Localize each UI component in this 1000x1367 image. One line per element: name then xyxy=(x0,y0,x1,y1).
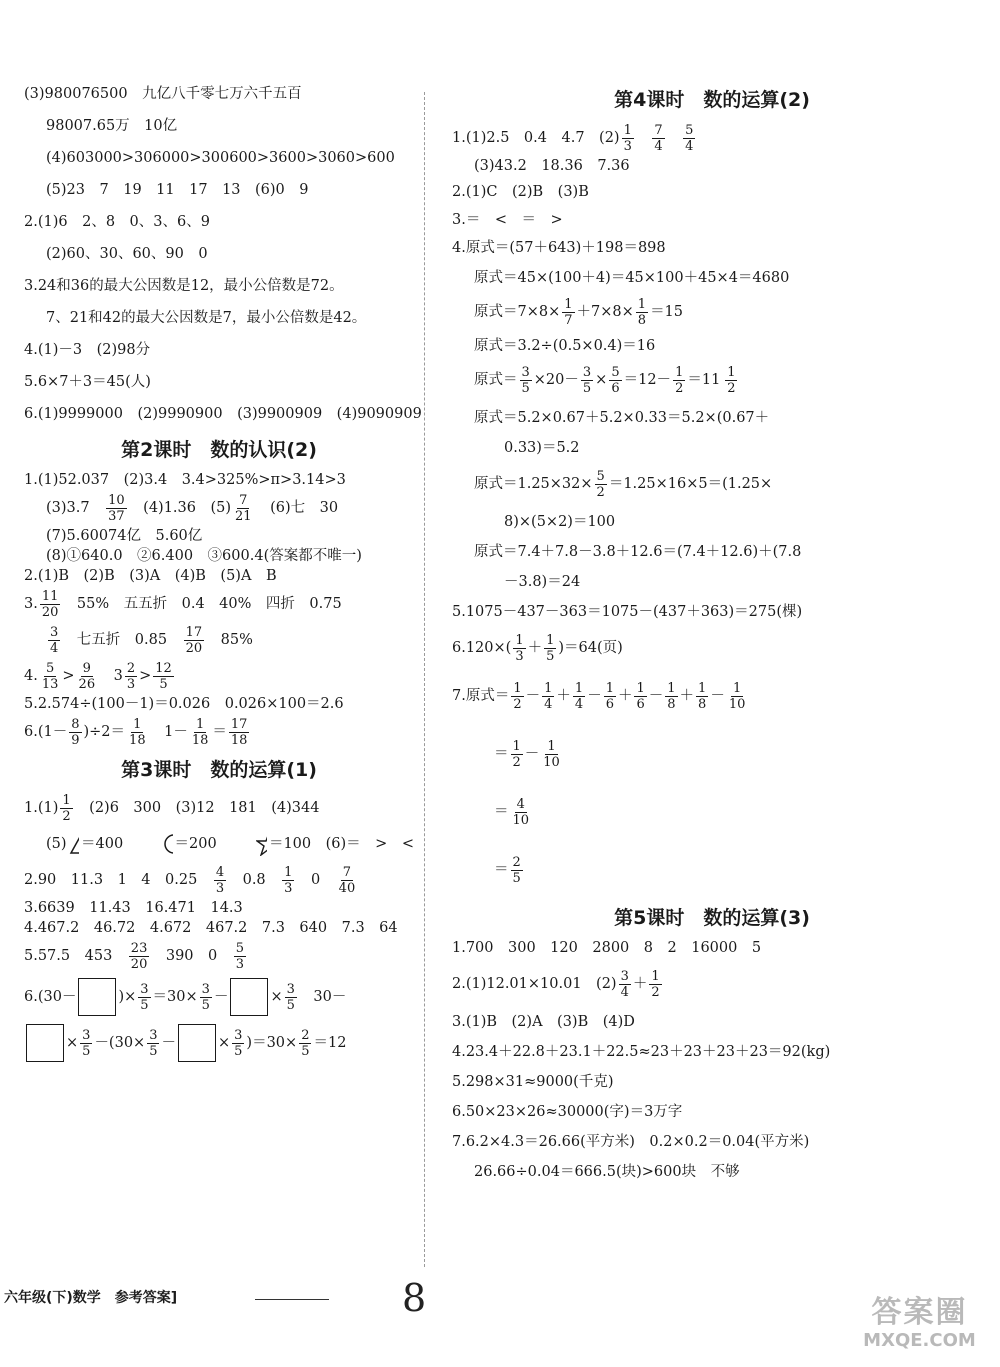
answer-line: 原式＝7×8× $\frac{1}{7}$ ＋7×8× $\frac{1}{8}$ ＝15 xyxy=(474,296,684,328)
fraction: $\frac{1}{8}$ xyxy=(667,680,676,712)
fraction: $\frac{1}{8}$ xyxy=(698,680,707,712)
answer-line: 2.(1)B (2)B (3)A (4)B (5)A B xyxy=(24,568,277,584)
fraction: $\frac{2}{3}$ xyxy=(126,660,136,692)
left-column xyxy=(24,78,422,1066)
answer-line: 5.1075－437－363＝1075－(437＋363)＝275(棵) xyxy=(452,604,803,620)
fraction: $\frac{5}{13}$ xyxy=(41,660,59,692)
blank-box xyxy=(78,978,116,1016)
fraction: $\frac{1}{18}$ xyxy=(129,716,146,748)
answer-line: 原式＝1.25×32× $\frac{5}{2}$ ＝1.25×16×5＝(1.25× xyxy=(474,468,773,500)
answer-line: 3.6639 11.43 16.471 14.3 xyxy=(24,900,243,916)
section-4-answers xyxy=(452,120,972,888)
page-footer: 六年级(下)数学 参考答案] xyxy=(4,1290,178,1306)
answer-line: 6.(1)9999000 (2)9990900 (3)9900909 (4)9090909 xyxy=(24,406,422,422)
fraction: $\frac{1}{6}$ xyxy=(636,680,645,712)
answer-line: 3. $\frac{11}{20}$ 55% 五五折 0.4 40% 四折 0.75 xyxy=(24,588,342,620)
answer-line: 6.(30－ )× $\frac{3}{5}$ ＝30× $\frac{3}{5}$ － × $\frac{3}{5}$ 30－ xyxy=(24,974,414,1020)
fraction: $\frac{1}{2}$ xyxy=(675,364,684,396)
fraction: $\frac{1}{8}$ xyxy=(637,296,647,328)
answer-line: (7)5.60074亿 5.60亿 xyxy=(46,528,203,544)
fraction: $\frac{1}{3}$ xyxy=(515,632,524,664)
answer-line: ＝ $\frac{4}{10}$ xyxy=(494,796,530,828)
answer-line: 26.66÷0.04＝666.5(块)>600块 不够 xyxy=(474,1164,740,1180)
right-column xyxy=(452,80,972,1182)
fraction: $\frac{3}{5}$ xyxy=(234,1027,243,1059)
footer-rule xyxy=(255,1299,329,1300)
watermark-logo xyxy=(852,1296,987,1361)
blank-box xyxy=(230,978,268,1016)
fraction: $\frac{4}{10}$ xyxy=(512,796,530,828)
heading-lesson-2: 第2课时 数的认识(2) xyxy=(121,439,317,461)
answer-line: 2.(1)C (2)B (3)B xyxy=(452,184,589,200)
answer-line: 4.(1)－3 (2)98分 xyxy=(24,342,151,358)
fraction: $\frac{3}{5}$ xyxy=(286,981,295,1013)
answer-line: 1.(1)52.037 (2)3.4 3.4>325%>π>3.14>3 xyxy=(24,472,346,488)
blank-box xyxy=(26,1024,64,1062)
watermark-top: 答案圈 xyxy=(871,1295,968,1330)
answer-line: 3.24和36的最大公因数是12，最小公倍数是72。 xyxy=(24,278,344,294)
answer-line: (3)3.7 $\frac{10}{37}$ (4)1.36 (5) $\frac{7}{21}$ (6)七 30 xyxy=(46,492,339,524)
fraction: $\frac{3}{5}$ xyxy=(149,1027,158,1059)
answer-line: 5.2.574÷(100－1)＝0.026 0.026×100＝2.6 xyxy=(24,696,344,712)
answer-line: 5.57.5 453 $\frac{23}{20}$ 390 0 $\frac{5}{3}$ xyxy=(24,940,245,972)
answer-line: 0.33)＝5.2 xyxy=(504,440,580,456)
answer-line: 4.原式＝(57＋643)＋198＝898 xyxy=(452,240,666,256)
answer-line: (3)43.2 18.36 7.36 xyxy=(474,158,630,174)
heading-lesson-3: 第3课时 数的运算(1) xyxy=(121,759,317,781)
answer-line: 4.23.4＋22.8＋23.1＋22.5≈23＋23＋23＋23＝92(kg) xyxy=(452,1044,831,1060)
fraction: $\frac{8}{9}$ xyxy=(71,716,80,748)
fraction: $\frac{9}{26}$ xyxy=(78,660,96,692)
answer-line: 3.＝ < ＝ > xyxy=(452,212,563,228)
fraction: $\frac{1}{2}$ xyxy=(651,968,660,1000)
answer-line: (4)603000>306000>300600>3600>3060>600 xyxy=(46,150,395,166)
fraction: $\frac{7}{21}$ xyxy=(235,492,252,524)
answer-line: 1.(1) $\frac{1}{2}$ (2)6 300 (3)12 181 (4)344 xyxy=(24,792,320,824)
fraction: $\frac{1}{2}$ xyxy=(513,680,522,712)
answer-line: 1.(1)2.5 0.4 4.7 (2) $\frac{1}{3}$ $\frac{7}{4}$ $\frac{5}{4}$ xyxy=(452,122,694,154)
circle-icon xyxy=(162,833,172,855)
fraction: $\frac{23}{20}$ xyxy=(130,940,148,972)
fraction: $\frac{1}{6}$ xyxy=(605,680,614,712)
fraction: $\frac{4}{3}$ xyxy=(215,864,225,896)
heading-lesson-5: 第5课时 数的运算(3) xyxy=(614,907,810,929)
answer-line: －3.8)＝24 xyxy=(504,574,581,590)
answer-line: 7、21和42的最大公因数是7，最小公倍数是42。 xyxy=(46,310,367,326)
answer-line: 5.298×31≈9000(千克) xyxy=(452,1074,614,1090)
fraction: $\frac{3}{5}$ xyxy=(82,1027,91,1059)
answer-line: 2.(1)12.01×10.01 (2) $\frac{3}{4}$ ＋ $\frac{1}{2}$ xyxy=(452,968,660,1000)
fraction: $\frac{2}{5}$ xyxy=(512,854,521,886)
fraction: $\frac{1}{2}$ xyxy=(512,738,521,770)
fraction: $\frac{1}{7}$ xyxy=(564,296,573,328)
answer-line: (5) ＝400 ＝200 ＝100 (6)＝ > < xyxy=(24,826,414,862)
fraction: $\frac{1}{2}$ xyxy=(62,792,71,824)
fraction: $\frac{1}{18}$ xyxy=(191,716,209,748)
fraction: $\frac{1}{4}$ xyxy=(544,680,553,712)
answer-line: (2)60、30、60、90 0 xyxy=(46,246,208,262)
heading-lesson-4: 第4课时 数的运算(2) xyxy=(614,89,810,111)
fraction: $\frac{7}{4}$ xyxy=(654,122,663,154)
fraction: $\frac{3}{4}$ xyxy=(620,968,629,1000)
section-2-answers xyxy=(24,470,414,750)
answer-line: 2.(1)6 2、8 0、3、6、9 xyxy=(24,214,210,230)
section-3-answers xyxy=(24,790,414,1066)
fraction: $\frac{3}{4}$ xyxy=(50,624,59,656)
watermark-bottom: MXQE.COM xyxy=(863,1330,976,1351)
fraction: $\frac{1}{10}$ xyxy=(728,680,746,712)
fraction: $\frac{3}{5}$ xyxy=(140,981,149,1013)
column-divider xyxy=(424,92,425,1267)
answer-line: (8)①640.0 ②6.400 ③600.4(答案都不唯一) xyxy=(46,548,362,564)
answer-line: 6.120×( $\frac{1}{3}$ ＋ $\frac{1}{5}$ )＝64(页) xyxy=(452,632,623,664)
blank-box xyxy=(178,1024,216,1062)
answer-line: 2.90 11.3 1 4 0.25 $\frac{4}{3}$ 0.8 $\frac{1}{3}$ 0 $\frac{7}{40}$ xyxy=(24,864,356,896)
answer-line: 原式＝7.4＋7.8－3.8＋12.6＝(7.4＋12.6)＋(7.8 xyxy=(474,544,802,560)
answer-line: 5.6×7＋3＝45(人) xyxy=(24,374,151,390)
answer-line: 1.700 300 120 2800 8 2 16000 5 xyxy=(452,940,762,956)
fraction: $\frac{2}{5}$ xyxy=(301,1027,310,1059)
answer-line: $\frac{3}{4}$ 七五折 0.85 $\frac{17}{20}$ 85% xyxy=(50,624,253,656)
triangle-icon xyxy=(69,833,79,855)
answer-line: 98007.65万 10亿 xyxy=(46,118,178,134)
fraction: $\frac{5}{2}$ xyxy=(596,468,605,500)
answer-line: 原式＝ $\frac{3}{5}$ ×20－ $\frac{3}{5}$ × $\frac{5}{6}$ ＝12－ $\frac{1}{2}$ ＝11 $\frac{1}{2}$ xyxy=(474,364,736,396)
answer-line: × $\frac{3}{5}$ －(30× $\frac{3}{5}$ － × $\frac{3}{5}$ )＝30× $\frac{2}{5}$ ＝12 xyxy=(24,1020,414,1066)
fraction: $\frac{1}{2}$ xyxy=(727,364,736,396)
fraction: $\frac{1}{10}$ xyxy=(543,738,560,770)
fraction: $\frac{7}{40}$ xyxy=(338,864,356,896)
fraction: $\frac{1}{3}$ xyxy=(284,864,293,896)
fraction: $\frac{5}{3}$ xyxy=(235,940,245,972)
section-5-answers xyxy=(452,938,972,1182)
fraction: $\frac{11}{20}$ xyxy=(41,588,59,620)
fraction: $\frac{5}{4}$ xyxy=(685,122,694,154)
fraction: $\frac{1}{5}$ xyxy=(546,632,555,664)
answer-line: (5)23 7 19 11 17 13 (6)0 9 xyxy=(46,182,309,198)
fraction: $\frac{17}{18}$ xyxy=(230,716,248,748)
answer-line: 原式＝5.2×0.67＋5.2×0.33＝5.2×(0.67＋ xyxy=(474,410,770,426)
answer-line: 7.6.2×4.3＝26.66(平方米) 0.2×0.2＝0.04(平方米) xyxy=(452,1134,810,1150)
answer-line: (3)980076500 九亿八千零七万六千五百 xyxy=(24,86,302,102)
answer-line: 原式＝45×(100＋4)＝45×100＋45×4＝4680 xyxy=(474,270,790,286)
answer-line: 7.原式＝ $\frac{1}{2}$ － $\frac{1}{4}$ ＋ $\frac{1}{4}$ － $\frac{1}{6}$ ＋ $\frac{1}{6}$ － $\frac{1}{8}$ ＋ $\frac{1}{8}$ － $\frac{1}{10}$ xyxy=(452,680,746,712)
fraction: $\frac{10}{37}$ xyxy=(108,492,125,524)
answer-line: 4. $\frac{5}{13}$ > $\frac{9}{26}$ 3 $\frac{2}{3}$ > $\frac{12}{5}$ xyxy=(24,660,172,692)
fraction: $\frac{3}{5}$ xyxy=(582,364,592,396)
fraction: $\frac{1}{3}$ xyxy=(623,122,632,154)
section-1-answers xyxy=(24,78,422,430)
answer-line: 6.(1－ $\frac{8}{9}$ )÷2＝ $\frac{1}{18}$ 1－ $\frac{1}{18}$ ＝ $\frac{17}{18}$ xyxy=(24,716,248,748)
answer-line: 6.50×23×26≈30000(字)＝3万字 xyxy=(452,1104,683,1120)
answer-line: ＝ $\frac{2}{5}$ xyxy=(494,854,521,886)
fraction: $\frac{3}{5}$ xyxy=(201,981,210,1013)
fraction: $\frac{12}{5}$ xyxy=(155,660,172,692)
answer-line: ＝ $\frac{1}{2}$ － $\frac{1}{10}$ xyxy=(494,738,560,770)
fraction: $\frac{5}{6}$ xyxy=(611,364,620,396)
answer-line: 3.(1)B (2)A (3)B (4)D xyxy=(452,1014,635,1030)
answer-line: 4.467.2 46.72 4.672 467.2 7.3 640 7.3 64 xyxy=(24,920,398,936)
answer-line: 8)×(5×2)＝100 xyxy=(504,514,616,530)
star-icon xyxy=(256,832,267,856)
handwritten-page-number: 8 xyxy=(402,1276,427,1320)
fraction: $\frac{17}{20}$ xyxy=(185,624,203,656)
fraction: $\frac{3}{5}$ xyxy=(521,364,530,396)
fraction: $\frac{1}{4}$ xyxy=(574,680,584,712)
answer-line: 原式＝3.2÷(0.5×0.4)＝16 xyxy=(474,338,656,354)
